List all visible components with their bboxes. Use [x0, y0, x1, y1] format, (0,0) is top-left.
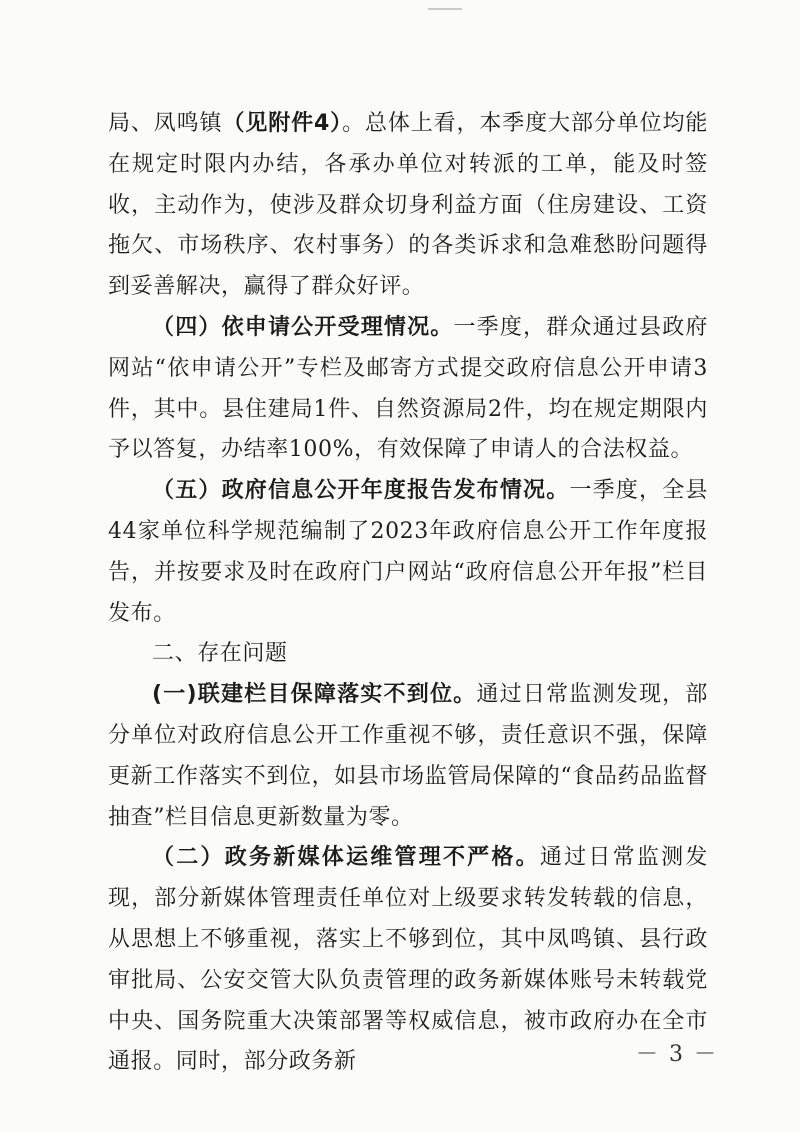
scan-mark: [428, 8, 462, 10]
subheading-issue-1: (一)联建栏目保障落实不到位。: [152, 682, 477, 708]
page-number: － 3 －: [636, 1042, 718, 1067]
paragraph-continuation: [108, 104, 708, 308]
paragraph-section-5: [108, 471, 708, 634]
paragraph-section-4: [108, 308, 708, 471]
subheading-issue-2: （二）政务新媒体运维管理不严格。: [152, 845, 540, 871]
paragraph-text: 。总体上看，本季度大部分单位均能在规定时限内办结，各承办单位对转派的工单，能及时签收，主动作为，使涉及群众切身利益方面（住房建设、工资拖欠、市场秩序、农村事务）的各类诉求和急难愁盼问题得到妥善解决，赢得了群众好评。: [108, 111, 708, 300]
section-heading-issues: 二、存在问题: [152, 641, 288, 667]
document-body: [108, 104, 708, 1083]
paragraph-text: 局、凤鸣镇: [108, 111, 223, 136]
paragraph-text: 通过日常监测发现，部分新媒体管理责任单位对上级要求转发转载的信息，从思想上不够重视，落实上不够到位，其中凤鸣镇、县行政审批局、公安交管大队负责管理的政务新媒体账号未转载党中央、国务院重大决策部署等权威信息，被市政府办在全市通报。同时，部分政务新: [108, 845, 708, 1075]
paragraph-text: 一季度，群众通过县政府网站“依申请公开”专栏及邮寄方式提交政府信息公开申请3件，其中。县住建局1件、自然资源局2件，均在规定期限内予以答复，办结率100%，有效保障了申请人的合法权益。: [108, 314, 708, 463]
paragraph-issue-2: [108, 838, 708, 1083]
subheading-5: （五）政府信息公开年度报告发布情况。: [152, 478, 570, 504]
paragraph-issue-1: [108, 675, 708, 838]
subheading-4: （四）依申请公开受理情况。: [152, 314, 454, 340]
attachment-reference: （见附件4）: [222, 111, 343, 136]
paragraph-text: 一季度，全县44家单位科学规范编制了2023年政府信息公开工作年度报告，并按要求及时在政府门户网站“政府信息公开年报”栏目发布。: [108, 478, 708, 626]
paragraph-text: 通过日常监测发现，部分单位对政府信息公开工作重视不够，责任意识不强，保障更新工作落实不到位，如县市场监管局保障的“食品药品监督抽查”栏目信息更新数量为零。: [108, 682, 708, 830]
